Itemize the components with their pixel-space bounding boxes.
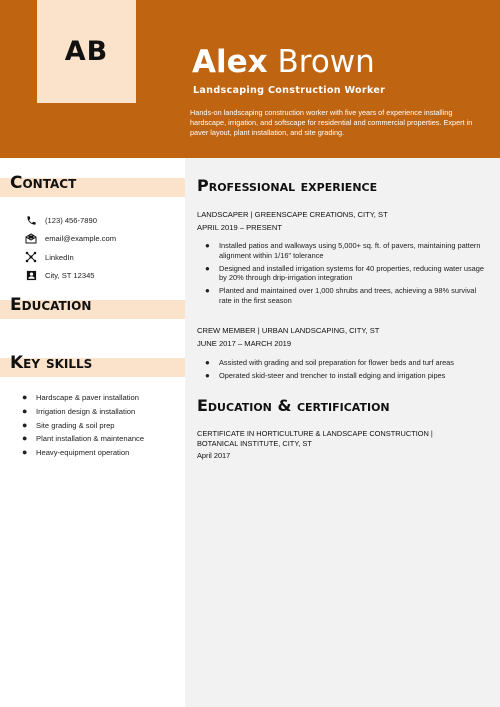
contact-email[interactable] [25, 230, 116, 249]
experience-heading: Professional experience [197, 176, 378, 195]
monogram-initials: AB [64, 36, 109, 67]
phone-icon [25, 214, 37, 226]
education-heading: Education [10, 295, 92, 315]
education-line-2: BOTANICAL INSTITUTE, CITY, ST [197, 439, 312, 448]
bullet-icon: ● [22, 405, 28, 416]
summary-text: Hands-on landscaping construction worker with five years of experience installing hardscape, irrigation, and softscape for residential and commercial properties. Expert in paver layout, plant installation, and site grading. [190, 108, 473, 137]
job-1-bullets [205, 241, 485, 309]
contact-phone-text: (123) 456-7890 [45, 215, 97, 225]
contact-location-text: City, ST 12345 [45, 271, 95, 281]
candidate-name [192, 42, 375, 82]
job-bullet: ● Designed and installed irrigation systems for 40 properties, reducing water usage by 20% through drip-irrigation integration [205, 263, 484, 282]
bullet-icon: ● [22, 419, 28, 430]
contact-location[interactable] [25, 267, 116, 286]
job-bullet: ● Assisted with grading and soil preparation for flower beds and turf areas [205, 358, 454, 367]
contact-linkedin[interactable] [25, 248, 116, 267]
skill-item: ● Plant installation & maintenance [22, 433, 144, 447]
contact-list [25, 211, 116, 285]
bullet-icon: ● [205, 241, 210, 250]
last-name: Brown [277, 44, 375, 80]
job-2-role: CREW MEMBER | URBAN LANDSCAPING, CITY, ST [197, 326, 380, 335]
job-2-dates: JUNE 2017 – MARCH 2019 [197, 339, 292, 348]
skill-item: ● Hardscape & paver installation [22, 392, 144, 406]
skill-item: ● Heavy-equipment operation [22, 447, 144, 461]
skill-item: ● Site grading & soil prep [22, 420, 144, 434]
first-name: Alex [192, 44, 268, 80]
email-icon [25, 233, 37, 245]
job-bullet: ● Planted and maintained over 1,000 shrubs and trees, achieving a 98% survival rate in the first season [205, 286, 477, 305]
skill-item: ● Irrigation design & installation [22, 406, 144, 420]
education-entry [197, 429, 477, 461]
bullet-icon: ● [205, 263, 210, 273]
job-2-bullets [205, 358, 485, 384]
job-1-role: LANDSCAPER | GREENSCAPE CREATIONS, CITY, ST [197, 210, 388, 219]
linkedin-network-icon [25, 251, 37, 263]
bullet-icon: ● [22, 392, 28, 402]
bullet-icon: ● [205, 286, 210, 295]
job-bullet: ● Installed patios and walkways using 5,000+ sq. ft. of pavers, maintaining pattern alignment within 1/16" tolerance [205, 241, 481, 260]
bullet-icon: ● [205, 371, 210, 380]
education-date: April 2017 [197, 451, 231, 460]
job-1-dates: APRIL 2019 – PRESENT [197, 223, 282, 232]
bullet-icon: ● [205, 358, 210, 367]
location-badge-icon [25, 270, 37, 282]
contact-linkedin-text: LinkedIn [45, 252, 74, 262]
skills-list [22, 392, 144, 461]
skills-heading: Key skills [10, 353, 93, 373]
education-line-1: CERTIFICATE IN HORTICULTURE & LANDSCAPE CONSTRUCTION | [197, 429, 433, 438]
bullet-icon: ● [22, 433, 28, 444]
education-certification-heading: Education & certification [197, 396, 390, 415]
header-banner [0, 0, 500, 158]
contact-email-text: email@example.com [45, 234, 117, 244]
job-bullet: ● Operated skid-steer and trencher to install edging and irrigation pipes [205, 371, 446, 380]
contact-heading: Contact [10, 173, 77, 193]
contact-phone[interactable] [25, 211, 116, 230]
bullet-icon: ● [22, 447, 28, 458]
job-title: Landscaping Construction Worker [193, 85, 386, 96]
monogram-box [37, 0, 136, 103]
